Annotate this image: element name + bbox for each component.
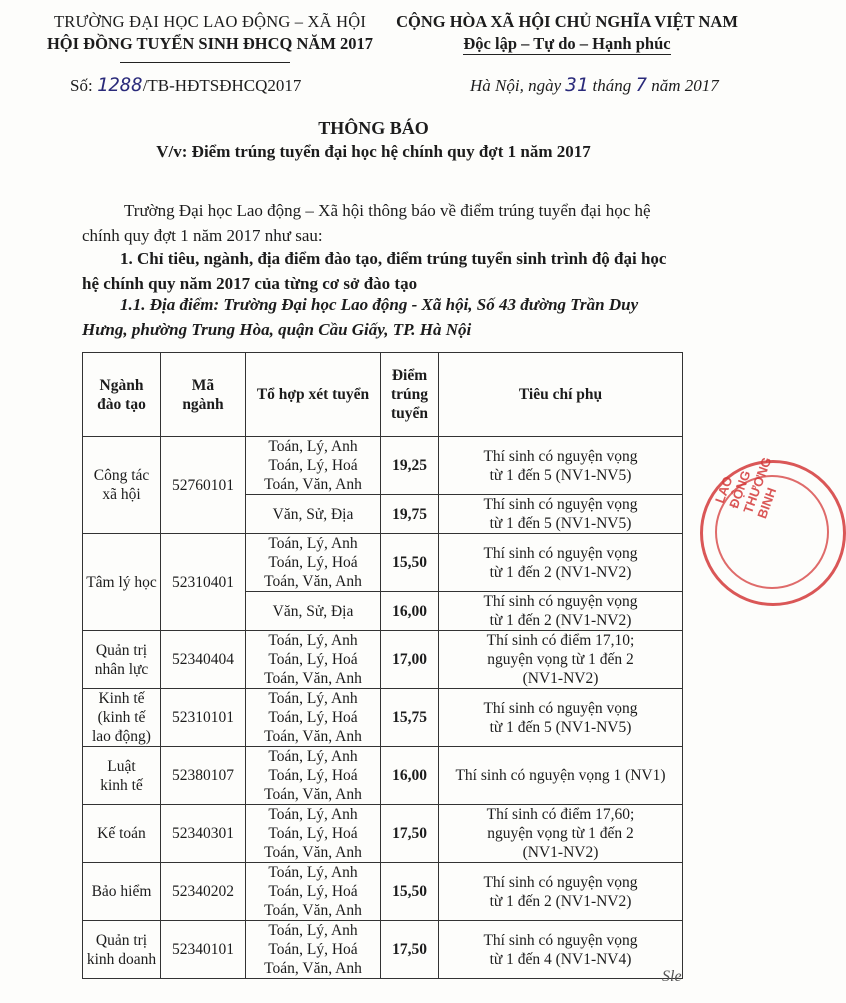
combo-cell: Toán, Lý, Anh Toán, Lý, Hoá Toán, Văn, Anh: [246, 747, 381, 805]
org-header: [30, 12, 390, 54]
table-row: [83, 805, 683, 863]
code-cell: 52310101: [161, 689, 246, 747]
major-cell: Quản trị kinh doanh: [83, 921, 161, 979]
document-date: Hà Nội, ngày 31 tháng 7 năm 2017: [470, 74, 719, 96]
table-row: [83, 747, 683, 805]
table-row: [83, 534, 683, 592]
criteria-cell: Thí sinh có nguyện vọng từ 1 đến 5 (NV1-NV5): [439, 495, 683, 534]
combo-cell: Toán, Lý, Anh Toán, Lý, Hoá Toán, Văn, Anh: [246, 689, 381, 747]
score-cell: 17,00: [381, 631, 439, 689]
score-cell: 19,75: [381, 495, 439, 534]
criteria-cell: Thí sinh có điểm 17,10; nguyện vọng từ 1 đến 2 (NV1-NV2): [439, 631, 683, 689]
section-1-1-heading: 1.1. Địa điểm: Trường Đại học Lao động - Xã hội, Số 43 đường Trần Duy Hưng, phường Trung Hòa, quận Cầu Giấy, TP. Hà Nội: [82, 295, 639, 339]
major-cell: Luật kinh tế: [83, 747, 161, 805]
combo-cell: Văn, Sử, Địa: [246, 495, 381, 534]
header-rule: [120, 62, 290, 63]
header-combo: Tổ hợp xét tuyển: [246, 353, 381, 437]
major-cell: Công tác xã hội: [83, 437, 161, 534]
code-cell: 52760101: [161, 437, 246, 534]
handwritten-number: 1288: [96, 74, 143, 96]
code-cell: 52340301: [161, 805, 246, 863]
initials-signature: Sle: [662, 968, 682, 985]
criteria-cell: Thí sinh có nguyện vọng từ 1 đến 5 (NV1-NV5): [439, 689, 683, 747]
score-cell: 17,50: [381, 921, 439, 979]
score-cell: 15,75: [381, 689, 439, 747]
header-criteria: Tiêu chí phụ: [439, 353, 683, 437]
seal-text: LAO ĐỘNG THƯƠNG BINH: [712, 455, 780, 521]
code-cell: 52340404: [161, 631, 246, 689]
combo-cell: Toán, Lý, Anh Toán, Lý, Hoá Toán, Văn, Anh: [246, 437, 381, 495]
criteria-cell: Thí sinh có nguyện vọng từ 1 đến 2 (NV1-NV2): [439, 592, 683, 631]
major-cell: Tâm lý học: [83, 534, 161, 631]
criteria-cell: Thí sinh có điểm 17,60; nguyện vọng từ 1 đến 2 (NV1-NV2): [439, 805, 683, 863]
criteria-cell: Thí sinh có nguyện vọng từ 1 đến 2 (NV1-NV2): [439, 534, 683, 592]
code-cell: 52380107: [161, 747, 246, 805]
code-cell: 52340101: [161, 921, 246, 979]
table-row: [83, 437, 683, 495]
header-score: Điểm trúng tuyển: [381, 353, 439, 437]
code-cell: 52340202: [161, 863, 246, 921]
admission-table: [82, 352, 683, 979]
score-cell: 15,50: [381, 863, 439, 921]
combo-cell: Toán, Lý, Anh Toán, Lý, Hoá Toán, Văn, Anh: [246, 863, 381, 921]
document-subject: V/v: Điểm trúng tuyển đại học hệ chính quy đợt 1 năm 2017: [156, 142, 591, 161]
criteria-cell: Thí sinh có nguyện vọng từ 1 đến 4 (NV1-NV4): [439, 921, 683, 979]
table-row: [83, 631, 683, 689]
table-row: [83, 921, 683, 979]
section-1-heading: 1. Chỉ tiêu, ngành, địa điểm đào tạo, điểm trúng tuyển sinh trình độ đại học hệ chính quy năm 2017 của từng cơ sở đào tạo: [82, 249, 667, 293]
table-row: [83, 863, 683, 921]
handwritten-day: 31: [565, 74, 589, 96]
combo-cell: Văn, Sử, Địa: [246, 592, 381, 631]
intro-paragraph: Trường Đại học Lao động – Xã hội thông báo về điểm trúng tuyển đại học hệ chính quy đợt 1 năm 2017 như sau:: [82, 201, 651, 245]
score-cell: 16,00: [381, 592, 439, 631]
criteria-cell: Thí sinh có nguyện vọng từ 1 đến 5 (NV1-NV5): [439, 437, 683, 495]
document-number: Số: 1288/TB-HĐTSĐHCQ2017: [70, 74, 302, 96]
header-major: Ngành đào tạo: [83, 353, 161, 437]
combo-cell: Toán, Lý, Anh Toán, Lý, Hoá Toán, Văn, Anh: [246, 534, 381, 592]
score-cell: 15,50: [381, 534, 439, 592]
motto: Độc lập – Tự do – Hạnh phúc: [463, 34, 671, 53]
major-cell: Kinh tế (kinh tế lao động): [83, 689, 161, 747]
score-cell: 16,00: [381, 747, 439, 805]
score-cell: 17,50: [381, 805, 439, 863]
combo-cell: Toán, Lý, Anh Toán, Lý, Hoá Toán, Văn, Anh: [246, 631, 381, 689]
nation-name: CỘNG HÒA XÃ HỘI CHỦ NGHĨA VIỆT NAM: [396, 12, 738, 31]
major-cell: Kế toán: [83, 805, 161, 863]
criteria-cell: Thí sinh có nguyện vọng từ 1 đến 2 (NV1-NV2): [439, 863, 683, 921]
national-header: [392, 12, 742, 54]
combo-cell: Toán, Lý, Anh Toán, Lý, Hoá Toán, Văn, Anh: [246, 805, 381, 863]
table-row: [83, 689, 683, 747]
major-cell: Bảo hiểm: [83, 863, 161, 921]
table-header-row: [83, 353, 683, 437]
major-cell: Quản trị nhân lực: [83, 631, 161, 689]
score-cell: 19,25: [381, 437, 439, 495]
header-code: Mã ngành: [161, 353, 246, 437]
code-cell: 52310401: [161, 534, 246, 631]
council-name: HỘI ĐỒNG TUYỂN SINH ĐHCQ NĂM 2017: [46, 34, 374, 53]
org-name: TRƯỜNG ĐẠI HỌC LAO ĐỘNG – XÃ HỘI: [53, 12, 367, 31]
combo-cell: Toán, Lý, Anh Toán, Lý, Hoá Toán, Văn, Anh: [246, 921, 381, 979]
handwritten-month: 7: [635, 74, 647, 96]
document-title: THÔNG BÁO: [318, 118, 429, 138]
criteria-cell: Thí sinh có nguyện vọng 1 (NV1): [439, 747, 683, 805]
